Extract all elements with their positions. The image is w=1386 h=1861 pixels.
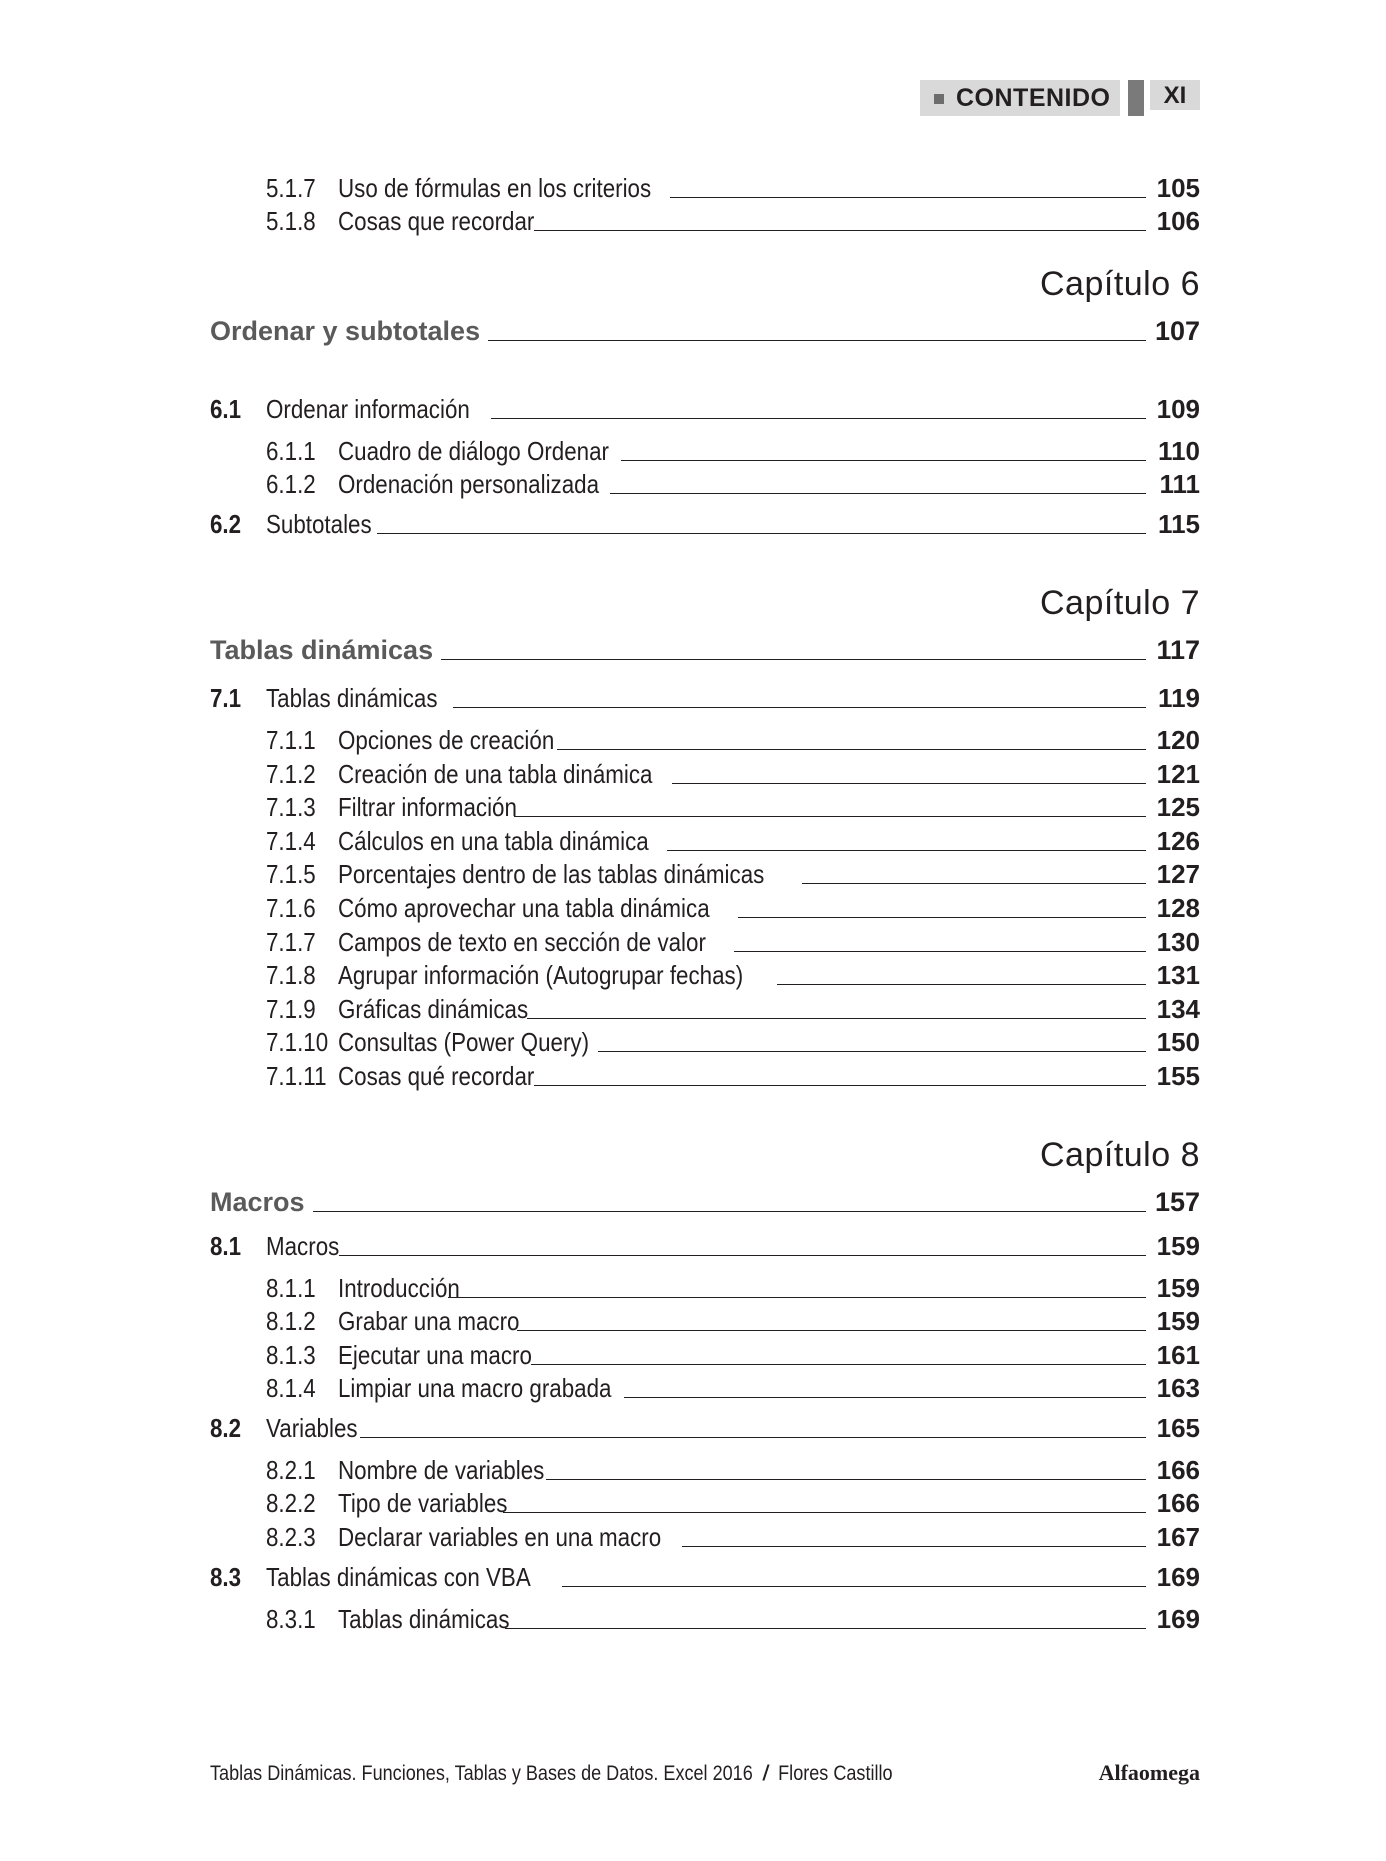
toc-entry[interactable]	[210, 1025, 1200, 1059]
entry-page: 130	[1156, 926, 1200, 957]
entry-title: Uso de fórmulas en los criterios	[338, 172, 652, 203]
entry-number: 7.1.1	[266, 724, 316, 755]
chapter-title-row[interactable]	[210, 309, 1200, 347]
section-row[interactable]	[210, 391, 1200, 425]
section-number: 6.2	[210, 509, 242, 540]
toc-entry[interactable]	[210, 1058, 1200, 1092]
entry-number: 8.2.2	[266, 1488, 316, 1519]
leader-line	[557, 749, 1146, 750]
leader-line	[503, 1512, 1146, 1513]
square-bullet-icon	[934, 94, 944, 104]
entry-number: 8.1.2	[266, 1306, 316, 1337]
toc-entry[interactable]	[210, 991, 1200, 1025]
footer-separator: /	[762, 1762, 768, 1785]
leader-line	[610, 493, 1146, 494]
section-title: Subtotales	[266, 509, 372, 540]
toc-entry[interactable]	[210, 1519, 1200, 1553]
subsection-list	[210, 1270, 1200, 1404]
entry-page: 150	[1156, 1027, 1200, 1058]
toc-entry[interactable]	[210, 1304, 1200, 1338]
toc-entry[interactable]	[210, 790, 1200, 824]
leader-line	[534, 230, 1146, 231]
entry-title: Gráficas dinámicas	[338, 993, 529, 1024]
leader-line	[738, 917, 1146, 918]
toc-entry[interactable]	[210, 924, 1200, 958]
section-number: 7.1	[210, 683, 242, 714]
leader-line	[802, 883, 1146, 884]
footer-book-title: Tablas Dinámicas. Funciones, Tablas y Bases de Datos. Excel 2016	[210, 1762, 753, 1785]
section-title: Ordenar información	[266, 394, 470, 425]
toc-entry[interactable]	[210, 1371, 1200, 1405]
entry-title: Cuadro de diálogo Ordenar	[338, 435, 609, 466]
entry-title: Introducción	[338, 1272, 460, 1303]
section-title: Tablas dinámicas con VBA	[266, 1562, 531, 1593]
section-title: Macros	[266, 1230, 340, 1261]
leader-line	[734, 951, 1146, 952]
entry-page: 120	[1156, 724, 1200, 755]
leader-line	[621, 460, 1146, 461]
footer-author: Flores Castillo	[778, 1762, 893, 1785]
entry-title: Grabar una macro	[338, 1306, 520, 1337]
chapter-title: Macros	[210, 1186, 305, 1217]
leader-line	[670, 197, 1146, 198]
leader-line	[491, 418, 1146, 419]
chapter-page: 157	[1154, 1186, 1200, 1217]
leader-line	[667, 850, 1146, 851]
toc-entry[interactable]	[210, 1486, 1200, 1520]
subsection-list	[210, 722, 1200, 1092]
entry-page: 166	[1156, 1488, 1200, 1519]
section-page: 169	[1156, 1562, 1200, 1593]
entry-title: Cómo aprovechar una tabla dinámica	[338, 892, 710, 923]
leader-line	[672, 783, 1146, 784]
entry-page: 127	[1156, 859, 1200, 890]
section-row[interactable]	[210, 680, 1200, 714]
entry-title: Ejecutar una macro	[338, 1339, 532, 1370]
leader-line	[488, 340, 1146, 341]
subsection-list	[210, 1601, 1200, 1635]
leader-line	[505, 1628, 1146, 1629]
entry-title: Cálculos en una tabla dinámica	[338, 825, 649, 856]
section-title: Tablas dinámicas	[266, 683, 438, 714]
entry-number: 7.1.4	[266, 825, 316, 856]
subsection-list	[210, 433, 1200, 500]
toc-entry[interactable]	[210, 204, 1200, 238]
toc-entry[interactable]	[210, 756, 1200, 790]
entry-number: 7.1.5	[266, 859, 316, 890]
entry-number: 8.1.1	[266, 1272, 316, 1303]
leader-line	[339, 1255, 1146, 1256]
toc-entry[interactable]	[210, 1270, 1200, 1304]
section-page: 109	[1156, 394, 1200, 425]
toc-entry[interactable]	[210, 857, 1200, 891]
toc-entry[interactable]	[210, 170, 1200, 204]
entry-number: 7.1.3	[266, 792, 316, 823]
entry-number: 7.1.6	[266, 892, 316, 923]
leader-line	[682, 1546, 1146, 1547]
entry-number: 7.1.2	[266, 758, 316, 789]
toc-group-top	[210, 170, 1200, 237]
entry-title: Campos de texto en sección de valor	[338, 926, 706, 957]
leader-line	[453, 707, 1146, 708]
entry-page: 111	[1159, 469, 1200, 500]
section-page: 165	[1156, 1413, 1200, 1444]
entry-page: 159	[1156, 1272, 1200, 1303]
section-number: 8.2	[210, 1413, 242, 1444]
entry-page: 106	[1156, 206, 1200, 237]
leader-line	[514, 816, 1146, 817]
section-title: Variables	[266, 1413, 358, 1444]
chapter-page: 117	[1156, 635, 1200, 666]
entry-page: 161	[1156, 1339, 1200, 1370]
entry-number: 5.1.8	[266, 206, 316, 237]
section-page: 159	[1156, 1230, 1200, 1261]
entry-number: 7.1.10	[266, 1027, 329, 1058]
entry-number: 6.1.2	[266, 469, 316, 500]
section-page: 115	[1158, 509, 1200, 540]
entry-number: 8.3.1	[266, 1603, 316, 1634]
entry-page: 105	[1156, 172, 1200, 203]
header-page-number: XI	[1163, 82, 1187, 109]
leader-line	[531, 1364, 1146, 1365]
entry-page: 167	[1156, 1522, 1200, 1553]
toc-entry[interactable]	[210, 890, 1200, 924]
entry-title: Opciones de creación	[338, 724, 555, 755]
subsection-list	[210, 1452, 1200, 1553]
entry-title: Nombre de variables	[338, 1454, 545, 1485]
chapter-title: Tablas dinámicas	[210, 635, 434, 666]
entry-title: Tablas dinámicas	[338, 1603, 510, 1634]
entry-title: Agrupar información (Autogrupar fechas)	[338, 960, 744, 991]
chapter-heading: Capítulo 8	[1040, 1135, 1200, 1174]
toc-entry[interactable]	[210, 722, 1200, 756]
leader-line	[598, 1051, 1146, 1052]
toc-entry[interactable]	[210, 1601, 1200, 1635]
entry-title: Creación de una tabla dinámica	[338, 758, 653, 789]
entry-number: 8.2.1	[266, 1454, 316, 1485]
leader-line	[517, 1330, 1146, 1331]
entry-page: 131	[1156, 960, 1200, 991]
leader-line	[448, 1297, 1146, 1298]
footer-book-info	[210, 1762, 893, 1786]
entry-number: 7.1.9	[266, 993, 316, 1024]
section-number: 8.1	[210, 1230, 242, 1261]
entry-page: 166	[1156, 1454, 1200, 1485]
section-row[interactable]	[210, 1559, 1200, 1593]
toc-entry[interactable]	[210, 1337, 1200, 1371]
entry-title: Tipo de variables	[338, 1488, 508, 1519]
entry-page: 159	[1156, 1306, 1200, 1337]
leader-line	[546, 1479, 1146, 1480]
leader-line	[624, 1397, 1146, 1398]
entry-number: 6.1.1	[266, 435, 316, 466]
entry-title: Cosas qué recordar	[338, 1060, 535, 1091]
entry-number: 7.1.8	[266, 960, 316, 991]
toc-entry[interactable]	[210, 823, 1200, 857]
leader-line	[534, 1085, 1146, 1086]
entry-title: Declarar variables en una macro	[338, 1522, 662, 1553]
entry-page: 110	[1158, 435, 1200, 466]
entry-number: 5.1.7	[266, 172, 316, 203]
chapter-title-row[interactable]	[210, 1180, 1200, 1218]
entry-page: 155	[1156, 1060, 1200, 1091]
chapter-title: Ordenar y subtotales	[210, 316, 481, 347]
entry-title: Consultas (Power Query)	[338, 1027, 590, 1058]
entry-page: 134	[1156, 993, 1200, 1024]
leader-line	[441, 659, 1146, 660]
entry-page: 169	[1156, 1603, 1200, 1634]
toc-entry[interactable]	[210, 467, 1200, 501]
entry-page: 125	[1156, 792, 1200, 823]
section-row[interactable]	[210, 1410, 1200, 1444]
leader-line	[562, 1586, 1146, 1587]
entry-number: 7.1.7	[266, 926, 316, 957]
section-number: 8.3	[210, 1562, 242, 1593]
section-row[interactable]	[210, 506, 1200, 540]
entry-number: 8.1.3	[266, 1339, 316, 1370]
entry-number: 8.2.3	[266, 1522, 316, 1553]
entry-page: 121	[1156, 758, 1200, 789]
section-row[interactable]	[210, 1228, 1200, 1262]
leader-line	[313, 1211, 1146, 1212]
chapter-page: 107	[1154, 316, 1200, 347]
toc-entry[interactable]	[210, 1452, 1200, 1486]
leader-line	[360, 1437, 1146, 1438]
toc-entry[interactable]	[210, 433, 1200, 467]
table-of-contents	[210, 170, 1200, 1635]
entry-title: Porcentajes dentro de las tablas dinámicas	[338, 859, 765, 890]
chapter-heading: Capítulo 7	[1040, 584, 1200, 623]
entry-number: 7.1.11	[266, 1060, 327, 1091]
chapter-heading: Capítulo 6	[1040, 265, 1200, 304]
toc-entry[interactable]	[210, 958, 1200, 992]
entry-title: Cosas que recordar	[338, 206, 535, 237]
entry-title: Limpiar una macro grabada	[338, 1373, 612, 1404]
entry-title: Ordenación personalizada	[338, 469, 600, 500]
leader-line	[527, 1018, 1146, 1019]
header-divider-bar	[1128, 80, 1144, 116]
leader-line	[377, 533, 1146, 534]
header-section-label: CONTENIDO	[956, 84, 1111, 112]
entry-page: 126	[1156, 825, 1200, 856]
footer-publisher: Alfaomega	[1098, 1760, 1200, 1785]
entry-page: 163	[1156, 1373, 1200, 1404]
leader-line	[777, 984, 1146, 985]
chapter-title-row[interactable]	[210, 628, 1200, 666]
section-page: 119	[1158, 683, 1200, 714]
entry-page: 128	[1156, 892, 1200, 923]
entry-title: Filtrar información	[338, 792, 517, 823]
section-number: 6.1	[210, 394, 242, 425]
entry-number: 8.1.4	[266, 1373, 316, 1404]
